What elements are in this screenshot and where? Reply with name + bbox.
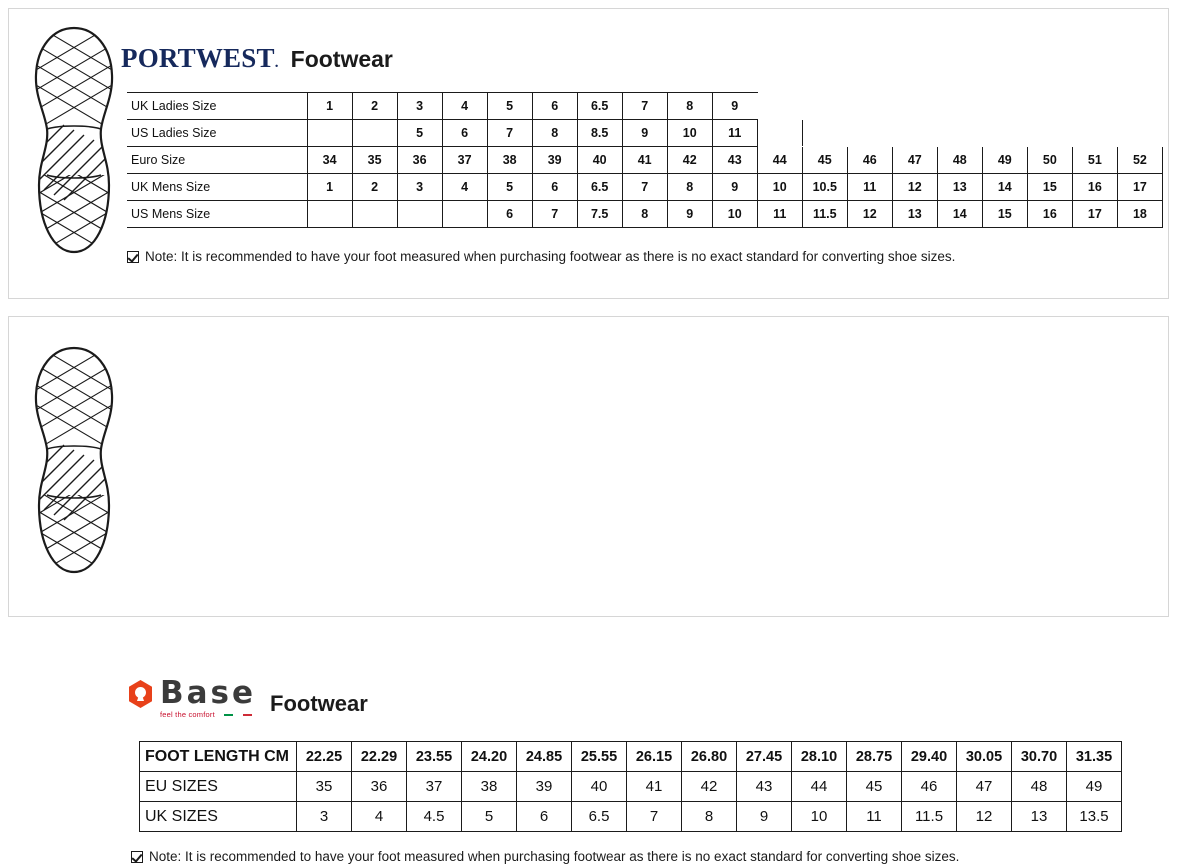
cell (352, 201, 397, 228)
row-label: FOOT LENGTH CM (140, 742, 297, 772)
base-logo (127, 675, 257, 719)
cell (802, 120, 847, 147)
cell: 3 (397, 174, 442, 201)
cell: 13.5 (1067, 802, 1122, 832)
table-row (140, 742, 1122, 772)
cell: 8 (667, 174, 712, 201)
cell: 5 (397, 120, 442, 147)
cell: 6 (442, 120, 487, 147)
cell: 11 (847, 802, 902, 832)
cell: 8 (667, 93, 712, 120)
cell: 11 (757, 201, 802, 228)
row-label: UK Mens Size (127, 174, 307, 201)
cell: 11 (712, 120, 757, 147)
cell: 45 (847, 772, 902, 802)
cell: 3 (397, 93, 442, 120)
cell: 50 (1027, 147, 1072, 174)
cell: 9 (622, 120, 667, 147)
cell: 44 (757, 147, 802, 174)
cell: 7 (532, 201, 577, 228)
cell (1072, 93, 1117, 120)
cell: 5 (487, 174, 532, 201)
cell: 11.5 (802, 201, 847, 228)
cell: 4 (442, 93, 487, 120)
cell: 34 (307, 147, 352, 174)
base-size-table (139, 741, 1122, 832)
cell: 52 (1117, 147, 1162, 174)
cell: 24.85 (517, 742, 572, 772)
cell (442, 201, 487, 228)
cell (1117, 93, 1162, 120)
cell (1027, 93, 1072, 120)
table-row (127, 174, 1163, 201)
cell: 7 (487, 120, 532, 147)
cell: 46 (847, 147, 892, 174)
cell: 30.05 (957, 742, 1012, 772)
cell: 5 (462, 802, 517, 832)
cell: 12 (847, 201, 892, 228)
cell: 7 (622, 174, 667, 201)
cell (307, 120, 352, 147)
cell: 8 (622, 201, 667, 228)
cell: 16 (1027, 201, 1072, 228)
note-text: Note: It is recommended to have your foot measured when purchasing footwear as there is no exact standard for converting shoe sizes. (149, 849, 960, 864)
cell: 39 (532, 147, 577, 174)
italy-flag-icon (223, 713, 253, 717)
portwest-subtitle: Footwear (290, 46, 393, 72)
cell: 7.5 (577, 201, 622, 228)
cell: 15 (1027, 174, 1072, 201)
cell: 4 (442, 174, 487, 201)
cell (1117, 120, 1162, 147)
cell: 6 (532, 93, 577, 120)
cell: 4.5 (407, 802, 462, 832)
cell (937, 120, 982, 147)
base-subtitle: Footwear (270, 690, 368, 716)
cell: 12 (957, 802, 1012, 832)
base-note (131, 849, 959, 864)
cell: 28.75 (847, 742, 902, 772)
cell: 26.15 (627, 742, 682, 772)
cell: 38 (462, 772, 517, 802)
portwest-note (127, 249, 955, 264)
cell: 29.40 (902, 742, 957, 772)
cell: 47 (957, 772, 1012, 802)
cell: 47 (892, 147, 937, 174)
cell: 44 (792, 772, 847, 802)
cell: 31.35 (1067, 742, 1122, 772)
cell: 6 (532, 174, 577, 201)
cell: 45 (802, 147, 847, 174)
cell: 2 (352, 174, 397, 201)
check-icon (131, 851, 143, 863)
cell (937, 93, 982, 120)
cell: 18 (1117, 201, 1162, 228)
cell: 8 (532, 120, 577, 147)
cell: 10 (792, 802, 847, 832)
cell: 35 (352, 147, 397, 174)
cell: 11.5 (902, 802, 957, 832)
cell: 8.5 (577, 120, 622, 147)
row-label: Euro Size (127, 147, 307, 174)
base-hexagon-icon (127, 679, 154, 709)
note-text: Note: It is recommended to have your foot measured when purchasing footwear as there is no exact standard for converting shoe sizes. (145, 249, 956, 264)
cell: 28.10 (792, 742, 847, 772)
cell (847, 93, 892, 120)
cell: 4 (352, 802, 407, 832)
table-row (127, 201, 1163, 228)
cell: 6 (487, 201, 532, 228)
row-label: EU SIZES (140, 772, 297, 802)
cell (757, 93, 802, 120)
check-icon (127, 251, 139, 263)
cell: 38 (487, 147, 532, 174)
cell: 41 (627, 772, 682, 802)
base-panel (8, 316, 1169, 864)
table-row (127, 147, 1163, 174)
cell (757, 120, 802, 147)
cell (1072, 120, 1117, 147)
cell: 49 (1067, 772, 1122, 802)
cell: 22.29 (352, 742, 407, 772)
base-header (127, 675, 368, 719)
cell: 13 (1012, 802, 1067, 832)
table-row (127, 120, 1163, 147)
cell: 48 (1012, 772, 1067, 802)
cell: 22.25 (297, 742, 352, 772)
cell: 17 (1117, 174, 1162, 201)
cell: 10 (667, 120, 712, 147)
cell: 49 (982, 147, 1027, 174)
cell: 1 (307, 93, 352, 120)
cell: 26.80 (682, 742, 737, 772)
cell (892, 93, 937, 120)
cell: 11 (847, 174, 892, 201)
cell (307, 201, 352, 228)
cell: 16 (1072, 174, 1117, 201)
cell: 42 (682, 772, 737, 802)
cell: 40 (572, 772, 627, 802)
shoe-sole-illustration (29, 25, 119, 255)
table-row (140, 802, 1122, 832)
portwest-header (121, 45, 393, 72)
cell: 51 (1072, 147, 1117, 174)
cell: 9 (712, 93, 757, 120)
portwest-logo-mark: . (274, 55, 279, 71)
cell: 36 (397, 147, 442, 174)
cell (397, 201, 442, 228)
cell: 6.5 (572, 802, 627, 832)
cell: 3 (297, 802, 352, 832)
cell: 46 (902, 772, 957, 802)
cell: 40 (577, 147, 622, 174)
cell: 7 (627, 802, 682, 832)
portwest-logo (121, 45, 279, 72)
table-row (127, 93, 1163, 120)
cell: 6.5 (577, 93, 622, 120)
cell: 8 (682, 802, 737, 832)
cell: 1 (307, 174, 352, 201)
cell: 15 (982, 201, 1027, 228)
row-label: UK SIZES (140, 802, 297, 832)
cell: 17 (1072, 201, 1117, 228)
base-logo-text: Base (160, 675, 257, 712)
cell: 9 (667, 201, 712, 228)
portwest-size-table (127, 92, 1163, 228)
shoe-sole-illustration (29, 345, 119, 575)
cell: 13 (937, 174, 982, 201)
cell (847, 120, 892, 147)
cell: 25.55 (572, 742, 627, 772)
row-label: US Mens Size (127, 201, 307, 228)
row-label: UK Ladies Size (127, 93, 307, 120)
cell: 35 (297, 772, 352, 802)
cell: 9 (712, 174, 757, 201)
cell: 14 (982, 174, 1027, 201)
cell: 39 (517, 772, 572, 802)
cell: 12 (892, 174, 937, 201)
cell: 37 (407, 772, 462, 802)
cell: 43 (712, 147, 757, 174)
cell: 7 (622, 93, 667, 120)
cell: 2 (352, 93, 397, 120)
cell (892, 120, 937, 147)
row-label: US Ladies Size (127, 120, 307, 147)
cell: 37 (442, 147, 487, 174)
cell: 6.5 (577, 174, 622, 201)
portwest-logo-text: PORTWEST (121, 43, 275, 73)
cell: 10.5 (802, 174, 847, 201)
table-row (140, 772, 1122, 802)
cell: 41 (622, 147, 667, 174)
cell: 14 (937, 201, 982, 228)
cell: 6 (517, 802, 572, 832)
cell: 24.20 (462, 742, 517, 772)
cell: 27.45 (737, 742, 792, 772)
cell: 23.55 (407, 742, 462, 772)
cell (352, 120, 397, 147)
cell: 10 (757, 174, 802, 201)
portwest-panel (8, 8, 1169, 299)
cell: 48 (937, 147, 982, 174)
cell (802, 93, 847, 120)
cell (982, 93, 1027, 120)
cell (1027, 120, 1072, 147)
cell: 43 (737, 772, 792, 802)
cell: 30.70 (1012, 742, 1067, 772)
cell: 5 (487, 93, 532, 120)
base-tagline: feel the comfort (160, 710, 215, 719)
cell: 10 (712, 201, 757, 228)
cell: 13 (892, 201, 937, 228)
cell (982, 120, 1027, 147)
cell: 42 (667, 147, 712, 174)
cell: 36 (352, 772, 407, 802)
cell: 9 (737, 802, 792, 832)
